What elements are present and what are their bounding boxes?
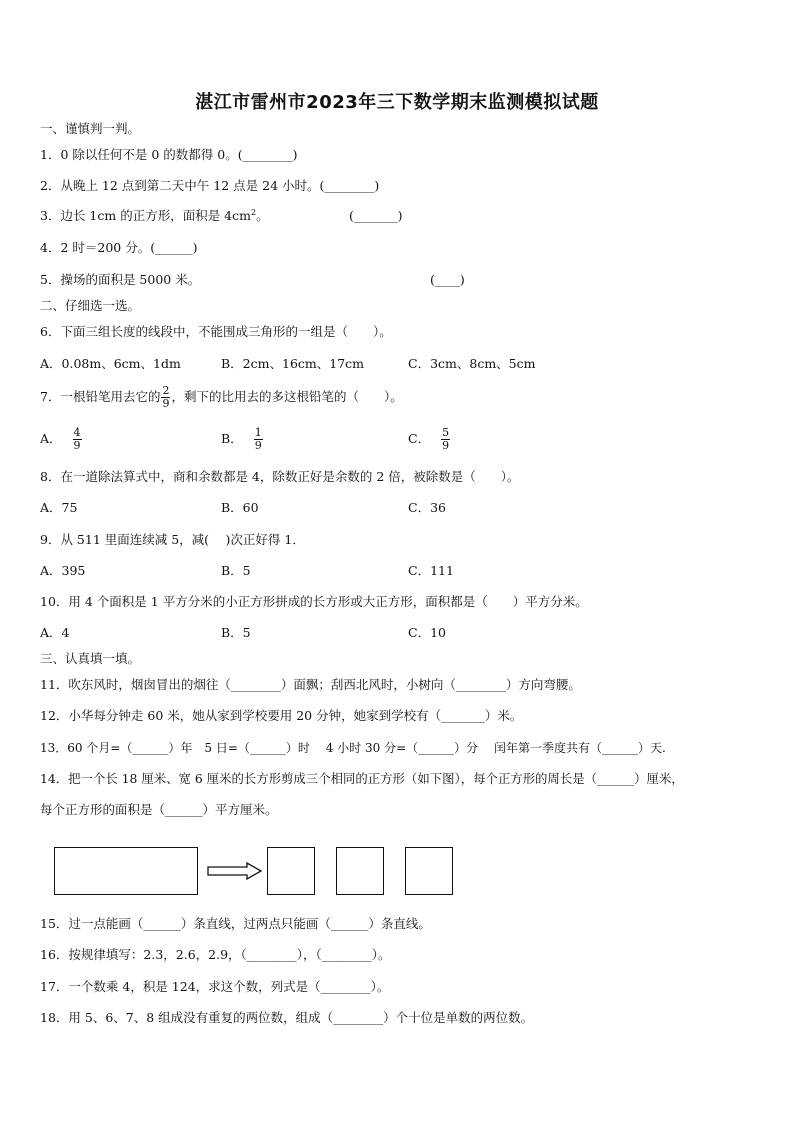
- question-3-superscript: 2: [251, 207, 257, 217]
- figure-rectangle: [54, 847, 198, 895]
- fraction-denominator: 9: [254, 439, 262, 452]
- section-heading-judge: 一、谨慎判一判。: [40, 121, 141, 136]
- fraction-denominator: 9: [162, 397, 170, 410]
- question-14-line-2: 每个正方形的面积是（______）平方厘米。: [40, 802, 278, 817]
- question-2: 2．从晚上 12 点到第二天中午 12 点是 24 小时。(________): [40, 178, 380, 193]
- section-heading-fill: 三、认真填一填。: [40, 651, 141, 666]
- fraction-numerator: 1: [254, 426, 262, 439]
- question-8: 8．在一道除法算式中，商和余数都是 4，除数正好是余数的 2 倍，被除数是（ ）。: [40, 469, 520, 484]
- question-7-suffix: ，剩下的比用去的多这根铅笔的（ ）。: [171, 389, 403, 404]
- question-10: 10．用 4 个面积是 1 平方分米的小正方形拼成的长方形或大正方形，面积都是（ ）平方分米。: [40, 594, 588, 609]
- question-14-line-1: 14．把一个长 18 厘米、宽 6 厘米的长方形剪成三个相同的正方形（如下图），每个正方形的周长是（______）厘米，: [40, 771, 684, 786]
- question-7: [40, 381, 403, 413]
- question-5-answer-blank: (____): [430, 272, 465, 287]
- question-10-option-c: C．10: [408, 625, 446, 640]
- section-heading-choose: 二、仔细选一选。: [40, 298, 141, 313]
- figure-arrow-icon: [207, 862, 263, 880]
- fraction-numerator: 4: [73, 426, 81, 439]
- question-9-option-a: A．395: [40, 563, 86, 578]
- question-12: 12．小华每分钟走 60 米，她从家到学校要用 20 分钟，她家到学校有（_______）米。: [40, 708, 523, 723]
- option-label: A．: [40, 431, 62, 446]
- question-9-option-b: B．5: [221, 563, 251, 578]
- question-8-option-a: A．75: [40, 500, 78, 515]
- question-4: 4．2 时＝200 分。(______): [40, 240, 198, 255]
- question-9-option-c: C．111: [408, 563, 454, 578]
- question-8-option-b: B．60: [221, 500, 259, 515]
- option-c-fraction: [441, 427, 450, 452]
- question-16: 16．按规律填写：2.3，2.6，2.9，（________），（________）。: [40, 947, 391, 962]
- question-8-option-c: C．36: [408, 500, 446, 515]
- fraction-numerator: 2: [162, 384, 170, 397]
- question-6-option-b: B．2cm、16cm、17cm: [221, 356, 365, 371]
- fraction-denominator: 9: [73, 439, 81, 452]
- question-3-tail: 。: [256, 208, 269, 223]
- question-5: 5．操场的面积是 5000 米。: [40, 272, 201, 287]
- option-b-fraction: [254, 427, 263, 452]
- question-6-option-c: C．3cm、8cm、5cm: [408, 356, 536, 371]
- question-11: 11．吹东风时，烟囱冒出的烟往（________）面飘；刮西北风时，小树向（________）方向弯腰。: [40, 677, 581, 692]
- question-1: 1．0 除以任何不是 0 的数都得 0。(________): [40, 147, 298, 162]
- page-title: 湛江市雷州市2023年三下数学期末监测模拟试题: [195, 92, 599, 113]
- question-6-option-a: A．0.08m、6cm、1dm: [40, 356, 181, 371]
- figure-square-3: [405, 847, 453, 895]
- question-7-option-a: [40, 423, 83, 455]
- question-3-answer-blank: (_______): [349, 208, 403, 223]
- option-a-fraction: [73, 427, 82, 452]
- question-3: [40, 208, 269, 224]
- question-7-option-c: [408, 423, 451, 455]
- question-7-option-b: [221, 423, 264, 455]
- question-6: 6．下面三组长度的线段中，不能围成三角形的一组是（ ）。: [40, 324, 392, 339]
- question-18: 18．用 5、6、7、8 组成没有重复的两位数，组成（________）个十位是单数的两位数。: [40, 1010, 534, 1025]
- figure-square-1: [267, 847, 315, 895]
- question-10-option-b: B．5: [221, 625, 251, 640]
- option-label: C．: [408, 431, 431, 446]
- question-10-option-a: A．4: [40, 625, 70, 640]
- question-3-text: 3．边长 1cm 的正方形，面积是 4cm: [40, 208, 251, 223]
- question-15: 15．过一点能画（______）条直线，过两点只能画（______）条直线。: [40, 916, 431, 931]
- question-13: 13．60 个月=（______）年 5 日=（______）时 4 小时 30 分=（______）分 闰年第一季度共有（______）天.: [40, 741, 666, 755]
- fraction-denominator: 9: [442, 439, 450, 452]
- option-label: B．: [221, 431, 243, 446]
- figure-square-2: [336, 847, 384, 895]
- fraction-numerator: 5: [442, 426, 450, 439]
- question-7-prefix: 7．一根铅笔用去它的: [40, 389, 161, 404]
- question-7-fraction: [161, 385, 170, 410]
- question-9: 9．从 511 里面连续减 5，减( )次正好得 1．: [40, 532, 305, 547]
- question-17: 17．一个数乘 4，积是 124，求这个数，列式是（________）。: [40, 979, 390, 994]
